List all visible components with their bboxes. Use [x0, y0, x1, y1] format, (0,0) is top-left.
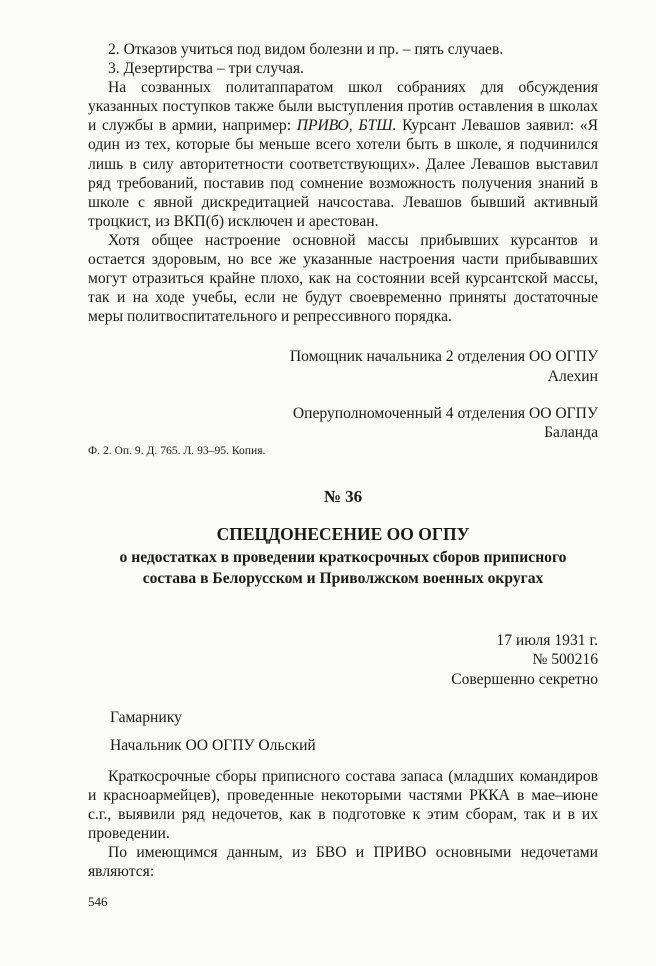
- italic-text: ПРИВО, БТШ.: [296, 117, 397, 135]
- report-paragraph-1: Краткосрочные сборы приписного состава запаса (младших командиров и красноармейцев), проведенные некоторыми частями РККА в мае–июне с.г., выявили ряд недочетов, как в подготовке к этим сборам, так и в их проведении.: [88, 768, 598, 843]
- addressee: Гамарнику: [110, 709, 182, 726]
- paragraph-conclusion: Хотя общее настроение основной массы прибывших курсантов и остается здоровым, но все же указанные настроения части прибывавших могут отразиться крайне плохо, как на состоянии всей курсантской массы, так и на ходе учебы, если не будут своевременно приняты достаточные меры политвоспитательного и репрессивного порядка.: [88, 231, 598, 326]
- paragraph-text: На созванных политаппаратом школ собраниях для обсуждения указанных поступков также были выступления против оставления в школах и службы в армии, например:: [88, 79, 598, 135]
- report-body: [88, 767, 598, 882]
- document-meta: [88, 631, 598, 689]
- list-item-3: 3. Дезертирства – три случая.: [108, 60, 304, 78]
- signature-1-name: Алехин: [547, 367, 598, 385]
- paragraph-text: Курсант Левашов заявил: «Я один из тех, которые бы меньше всего хотели быть в школе, я подчинился лишь в силу авторитетности соответствующих». Далее Левашов выставил ряд требований, поставив под сомнение возможность получения знаний в школе с явной дискредитацией начсостава. Левашов бывший активный троцкист, из ВКП(б) исключен и арестован.: [88, 117, 598, 230]
- document-number: № 36: [323, 487, 363, 506]
- document-subtitle: о недостатках в проведении краткосрочных сборов приписного состава в Белорусском и Приволжском военных округах: [119, 549, 567, 587]
- paragraph-meeting: [88, 78, 598, 231]
- registration-number: № 500216: [532, 651, 598, 669]
- archive-source: Ф. 2. Оп. 9. Д. 765. Л. 93–95. Копия.: [88, 444, 266, 457]
- signature-2-name: Баланда: [544, 423, 598, 441]
- signature-1-position: Помощник начальника 2 отделения ОО ОГПУ: [289, 348, 598, 366]
- sender: Начальник ОО ОГПУ Ольский: [110, 737, 316, 754]
- list-item-2: 2. Отказов учиться под видом болезни и пр. – пять случаев.: [108, 41, 504, 58]
- document-body: [88, 40, 598, 442]
- classification-label: Совершенно секретно: [451, 670, 598, 688]
- report-paragraph-2: По имеющимся данным, из БВО и ПРИВО основными недочетами являются:: [88, 844, 598, 881]
- signature-2-position: Оперуполномоченный 4 отделения ОО ОГПУ: [292, 404, 598, 422]
- document-date: 17 июля 1931 г.: [496, 632, 598, 649]
- document-title: СПЕЦДОНЕСЕНИЕ ОО ОГПУ: [216, 524, 470, 544]
- page-number: 546: [88, 894, 108, 909]
